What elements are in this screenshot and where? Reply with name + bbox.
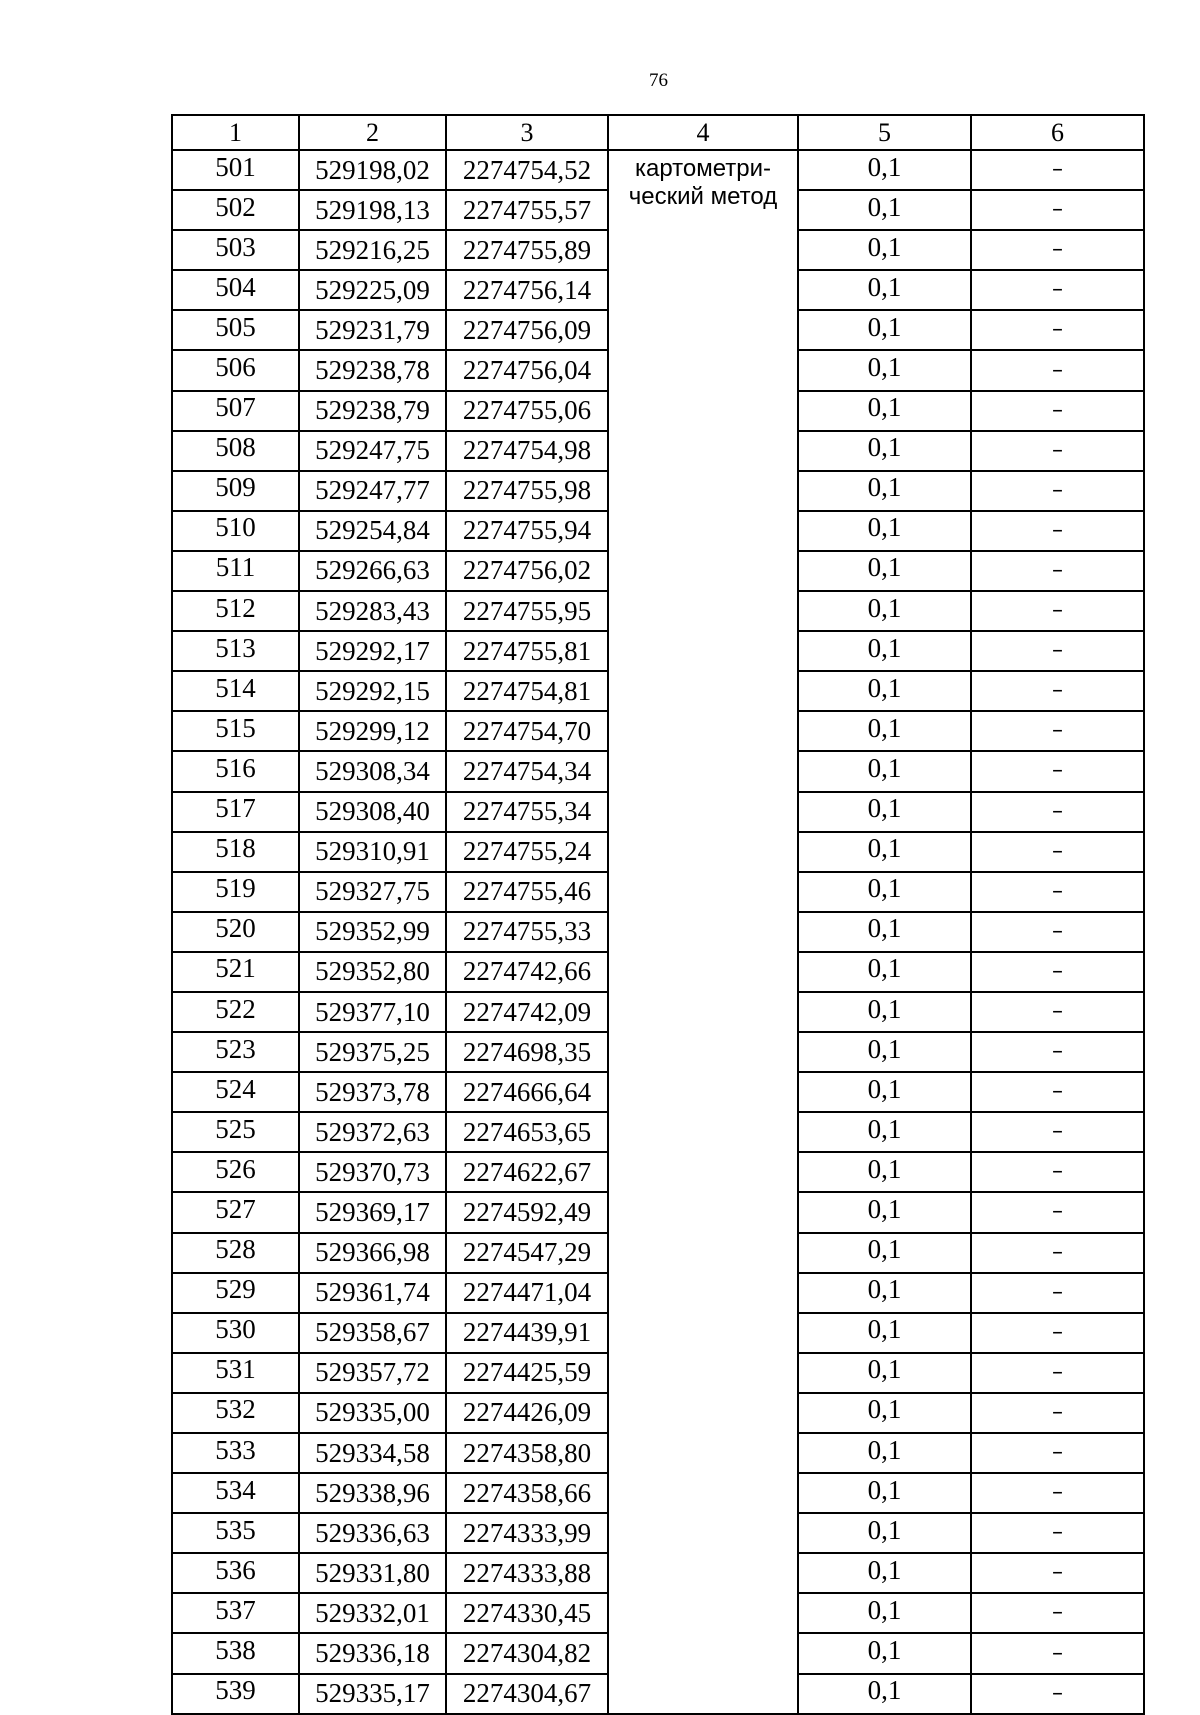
y-coordinate-cell: 2274756,04 [446, 350, 608, 390]
y-coordinate-cell: 2274547,29 [446, 1233, 608, 1273]
accuracy-cell: 0,1 [798, 1473, 971, 1513]
note-cell: – [971, 391, 1144, 431]
y-coordinate-cell: 2274333,99 [446, 1513, 608, 1553]
y-coordinate-cell: 2274755,34 [446, 792, 608, 832]
accuracy-cell: 0,1 [798, 1633, 971, 1673]
y-coordinate-cell: 2274666,64 [446, 1072, 608, 1112]
column-header: 6 [971, 115, 1144, 150]
point-number-cell: 516 [172, 751, 299, 791]
y-coordinate-cell: 2274653,65 [446, 1112, 608, 1152]
y-coordinate-cell: 2274755,33 [446, 912, 608, 952]
y-coordinate-cell: 2274755,89 [446, 230, 608, 270]
note-cell: – [971, 631, 1144, 671]
note-cell: – [971, 1233, 1144, 1273]
note-cell: – [971, 832, 1144, 872]
y-coordinate-cell: 2274755,81 [446, 631, 608, 671]
accuracy-cell: 0,1 [798, 591, 971, 631]
accuracy-cell: 0,1 [798, 952, 971, 992]
accuracy-cell: 0,1 [798, 832, 971, 872]
accuracy-cell: 0,1 [798, 1192, 971, 1232]
page-number: 76 [649, 70, 668, 91]
column-header: 1 [172, 115, 299, 150]
point-number-cell: 525 [172, 1112, 299, 1152]
point-number-cell: 503 [172, 230, 299, 270]
y-coordinate-cell: 2274425,59 [446, 1353, 608, 1393]
note-cell: – [971, 711, 1144, 751]
y-coordinate-cell: 2274756,14 [446, 270, 608, 310]
x-coordinate-cell: 529370,73 [299, 1152, 446, 1192]
point-number-cell: 504 [172, 270, 299, 310]
x-coordinate-cell: 529292,17 [299, 631, 446, 671]
note-cell: – [971, 1112, 1144, 1152]
table-row [172, 150, 1144, 190]
note-cell: – [971, 1152, 1144, 1192]
point-number-cell: 517 [172, 792, 299, 832]
column-header: 3 [446, 115, 608, 150]
accuracy-cell: 0,1 [798, 912, 971, 952]
point-number-cell: 530 [172, 1313, 299, 1353]
accuracy-cell: 0,1 [798, 270, 971, 310]
point-number-cell: 536 [172, 1553, 299, 1593]
note-cell: – [971, 1473, 1144, 1513]
note-cell: – [971, 591, 1144, 631]
y-coordinate-cell: 2274358,80 [446, 1433, 608, 1473]
y-coordinate-cell: 2274756,09 [446, 310, 608, 350]
note-cell: – [971, 190, 1144, 230]
accuracy-cell: 0,1 [798, 471, 971, 511]
point-number-cell: 535 [172, 1513, 299, 1553]
note-cell: – [971, 1072, 1144, 1112]
x-coordinate-cell: 529373,78 [299, 1072, 446, 1112]
y-coordinate-cell: 2274755,95 [446, 591, 608, 631]
note-cell: – [971, 551, 1144, 591]
accuracy-cell: 0,1 [798, 1433, 971, 1473]
point-number-cell: 510 [172, 511, 299, 551]
note-cell: – [971, 1674, 1144, 1714]
note-cell: – [971, 912, 1144, 952]
note-cell: – [971, 952, 1144, 992]
point-number-cell: 502 [172, 190, 299, 230]
x-coordinate-cell: 529352,99 [299, 912, 446, 952]
column-header: 4 [608, 115, 798, 150]
point-number-cell: 528 [172, 1233, 299, 1273]
y-coordinate-cell: 2274439,91 [446, 1313, 608, 1353]
x-coordinate-cell: 529336,63 [299, 1513, 446, 1553]
x-coordinate-cell: 529247,77 [299, 471, 446, 511]
note-cell: – [971, 792, 1144, 832]
point-number-cell: 520 [172, 912, 299, 952]
accuracy-cell: 0,1 [798, 1593, 971, 1633]
note-cell: – [971, 1313, 1144, 1353]
x-coordinate-cell: 529366,98 [299, 1233, 446, 1273]
point-number-cell: 534 [172, 1473, 299, 1513]
accuracy-cell: 0,1 [798, 190, 971, 230]
note-cell: – [971, 1192, 1144, 1232]
point-number-cell: 509 [172, 471, 299, 511]
y-coordinate-cell: 2274755,98 [446, 471, 608, 511]
column-header: 2 [299, 115, 446, 150]
point-number-cell: 522 [172, 992, 299, 1032]
point-number-cell: 527 [172, 1192, 299, 1232]
note-cell: – [971, 1593, 1144, 1633]
accuracy-cell: 0,1 [798, 872, 971, 912]
note-cell: – [971, 150, 1144, 190]
x-coordinate-cell: 529198,13 [299, 190, 446, 230]
accuracy-cell: 0,1 [798, 1353, 971, 1393]
y-coordinate-cell: 2274622,67 [446, 1152, 608, 1192]
x-coordinate-cell: 529310,91 [299, 832, 446, 872]
y-coordinate-cell: 2274754,34 [446, 751, 608, 791]
note-cell: – [971, 671, 1144, 711]
y-coordinate-cell: 2274754,52 [446, 150, 608, 190]
y-coordinate-cell: 2274755,46 [446, 872, 608, 912]
x-coordinate-cell: 529327,75 [299, 872, 446, 912]
accuracy-cell: 0,1 [798, 1393, 971, 1433]
point-number-cell: 521 [172, 952, 299, 992]
y-coordinate-cell: 2274755,06 [446, 391, 608, 431]
accuracy-cell: 0,1 [798, 1553, 971, 1593]
point-number-cell: 523 [172, 1032, 299, 1072]
x-coordinate-cell: 529372,63 [299, 1112, 446, 1152]
point-number-cell: 531 [172, 1353, 299, 1393]
y-coordinate-cell: 2274304,82 [446, 1633, 608, 1673]
point-number-cell: 519 [172, 872, 299, 912]
accuracy-cell: 0,1 [798, 551, 971, 591]
y-coordinate-cell: 2274471,04 [446, 1273, 608, 1313]
x-coordinate-cell: 529336,18 [299, 1633, 446, 1673]
accuracy-cell: 0,1 [798, 1072, 971, 1112]
y-coordinate-cell: 2274754,70 [446, 711, 608, 751]
y-coordinate-cell: 2274754,98 [446, 431, 608, 471]
x-coordinate-cell: 529369,17 [299, 1192, 446, 1232]
x-coordinate-cell: 529335,00 [299, 1393, 446, 1433]
y-coordinate-cell: 2274755,94 [446, 511, 608, 551]
point-number-cell: 505 [172, 310, 299, 350]
accuracy-cell: 0,1 [798, 671, 971, 711]
table-header-row [172, 115, 1144, 150]
x-coordinate-cell: 529198,02 [299, 150, 446, 190]
x-coordinate-cell: 529308,34 [299, 751, 446, 791]
accuracy-cell: 0,1 [798, 431, 971, 471]
x-coordinate-cell: 529331,80 [299, 1553, 446, 1593]
note-cell: – [971, 350, 1144, 390]
point-number-cell: 526 [172, 1152, 299, 1192]
point-number-cell: 539 [172, 1674, 299, 1714]
note-cell: – [971, 1032, 1144, 1072]
point-number-cell: 515 [172, 711, 299, 751]
x-coordinate-cell: 529352,80 [299, 952, 446, 992]
point-number-cell: 501 [172, 150, 299, 190]
accuracy-cell: 0,1 [798, 1313, 971, 1353]
x-coordinate-cell: 529231,79 [299, 310, 446, 350]
point-number-cell: 512 [172, 591, 299, 631]
y-coordinate-cell: 2274426,09 [446, 1393, 608, 1433]
x-coordinate-cell: 529308,40 [299, 792, 446, 832]
accuracy-cell: 0,1 [798, 1152, 971, 1192]
x-coordinate-cell: 529375,25 [299, 1032, 446, 1072]
accuracy-cell: 0,1 [798, 992, 971, 1032]
note-cell: – [971, 1353, 1144, 1393]
x-coordinate-cell: 529338,96 [299, 1473, 446, 1513]
y-coordinate-cell: 2274333,88 [446, 1553, 608, 1593]
accuracy-cell: 0,1 [798, 391, 971, 431]
accuracy-cell: 0,1 [798, 751, 971, 791]
accuracy-cell: 0,1 [798, 1233, 971, 1273]
point-number-cell: 513 [172, 631, 299, 671]
accuracy-cell: 0,1 [798, 150, 971, 190]
note-cell: – [971, 1553, 1144, 1593]
y-coordinate-cell: 2274742,66 [446, 952, 608, 992]
accuracy-cell: 0,1 [798, 1273, 971, 1313]
accuracy-cell: 0,1 [798, 511, 971, 551]
point-number-cell: 537 [172, 1593, 299, 1633]
x-coordinate-cell: 529238,79 [299, 391, 446, 431]
note-cell: – [971, 471, 1144, 511]
point-number-cell: 532 [172, 1393, 299, 1433]
point-number-cell: 508 [172, 431, 299, 471]
accuracy-cell: 0,1 [798, 310, 971, 350]
x-coordinate-cell: 529361,74 [299, 1273, 446, 1313]
point-number-cell: 524 [172, 1072, 299, 1112]
note-cell: – [971, 872, 1144, 912]
note-cell: – [971, 310, 1144, 350]
x-coordinate-cell: 529299,12 [299, 711, 446, 751]
point-number-cell: 511 [172, 551, 299, 591]
accuracy-cell: 0,1 [798, 350, 971, 390]
note-cell: – [971, 1633, 1144, 1673]
y-coordinate-cell: 2274358,66 [446, 1473, 608, 1513]
x-coordinate-cell: 529225,09 [299, 270, 446, 310]
x-coordinate-cell: 529335,17 [299, 1674, 446, 1714]
note-cell: – [971, 270, 1144, 310]
x-coordinate-cell: 529254,84 [299, 511, 446, 551]
y-coordinate-cell: 2274742,09 [446, 992, 608, 1032]
accuracy-cell: 0,1 [798, 792, 971, 832]
note-cell: – [971, 230, 1144, 270]
x-coordinate-cell: 529292,15 [299, 671, 446, 711]
point-number-cell: 533 [172, 1433, 299, 1473]
x-coordinate-cell: 529238,78 [299, 350, 446, 390]
accuracy-cell: 0,1 [798, 1674, 971, 1714]
note-cell: – [971, 1433, 1144, 1473]
point-number-cell: 507 [172, 391, 299, 431]
x-coordinate-cell: 529283,43 [299, 591, 446, 631]
point-number-cell: 514 [172, 671, 299, 711]
y-coordinate-cell: 2274755,24 [446, 832, 608, 872]
x-coordinate-cell: 529358,67 [299, 1313, 446, 1353]
accuracy-cell: 0,1 [798, 1032, 971, 1072]
x-coordinate-cell: 529247,75 [299, 431, 446, 471]
y-coordinate-cell: 2274330,45 [446, 1593, 608, 1633]
note-cell: – [971, 1393, 1144, 1433]
accuracy-cell: 0,1 [798, 711, 971, 751]
note-cell: – [971, 751, 1144, 791]
note-cell: – [971, 431, 1144, 471]
note-cell: – [971, 1513, 1144, 1553]
x-coordinate-cell: 529266,63 [299, 551, 446, 591]
point-number-cell: 529 [172, 1273, 299, 1313]
y-coordinate-cell: 2274754,81 [446, 671, 608, 711]
note-cell: – [971, 1273, 1144, 1313]
accuracy-cell: 0,1 [798, 1513, 971, 1553]
x-coordinate-cell: 529332,01 [299, 1593, 446, 1633]
point-number-cell: 538 [172, 1633, 299, 1673]
accuracy-cell: 0,1 [798, 230, 971, 270]
y-coordinate-cell: 2274755,57 [446, 190, 608, 230]
y-coordinate-cell: 2274592,49 [446, 1192, 608, 1232]
y-coordinate-cell: 2274304,67 [446, 1674, 608, 1714]
column-header: 5 [798, 115, 971, 150]
note-cell: – [971, 992, 1144, 1032]
coordinates-table [171, 114, 1145, 1715]
x-coordinate-cell: 529216,25 [299, 230, 446, 270]
y-coordinate-cell: 2274698,35 [446, 1032, 608, 1072]
accuracy-cell: 0,1 [798, 631, 971, 671]
accuracy-cell: 0,1 [798, 1112, 971, 1152]
y-coordinate-cell: 2274756,02 [446, 551, 608, 591]
method-cell: картометри-ческий метод [608, 150, 798, 1714]
note-cell: – [971, 511, 1144, 551]
x-coordinate-cell: 529377,10 [299, 992, 446, 1032]
point-number-cell: 518 [172, 832, 299, 872]
x-coordinate-cell: 529357,72 [299, 1353, 446, 1393]
x-coordinate-cell: 529334,58 [299, 1433, 446, 1473]
point-number-cell: 506 [172, 350, 299, 390]
